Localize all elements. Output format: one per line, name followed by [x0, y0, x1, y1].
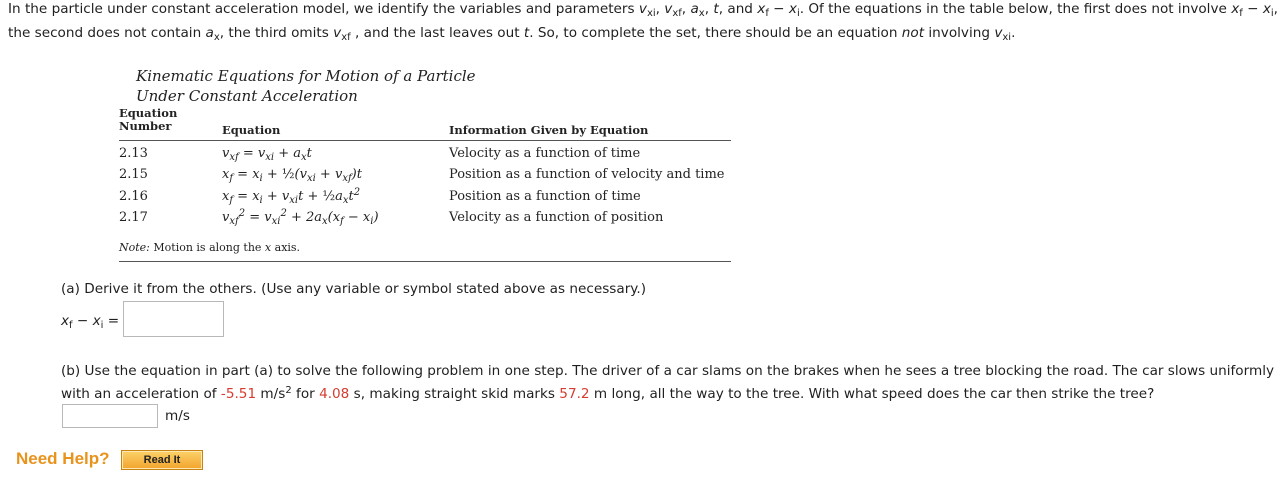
header-equation-number: Equation Number — [119, 106, 178, 133]
part-a-lhs: $x_f - x_i$ = — [61, 313, 120, 331]
part-a-answer-input[interactable] — [123, 301, 224, 337]
row-number: 2.16 — [119, 189, 148, 204]
acceleration-value: -5.51 — [220, 386, 257, 402]
row-info: Velocity as a function of position — [449, 210, 664, 225]
equation-2-13: $v_{xf} = v_{xi} + a_xt$ — [222, 146, 312, 163]
equation-2-16: $x_f = x_i + v_{xi}t$ + $\frac{1}{2}a_xt^2$ — [222, 187, 361, 206]
distance-value: 57.2 — [559, 386, 590, 402]
row-info: Position as a function of velocity and time — [449, 167, 725, 182]
read-it-button[interactable]: Read It — [121, 450, 203, 470]
row-number: 2.17 — [119, 210, 148, 225]
part-b-unit: m/s — [165, 408, 190, 424]
part-b-line-1: (b) Use the equation in part (a) to solve the following problem in one step. The driver of a car slams on the brakes when he sees a tree blocking the road. The car slows uniformly — [61, 363, 1275, 379]
header-rule — [119, 140, 731, 141]
header-info: Information Given by Equation — [449, 123, 649, 137]
part-b-answer-input[interactable] — [62, 404, 158, 428]
part-b-line-2: with an acceleration of -5.51 $m/s^2$ for 4.08 s, making straight skid marks 57.2 m long, all the way to the tree. With what speed does the car then strike the tree? — [61, 385, 1155, 402]
equation-2-15: $x_f = x_i$ + $\frac{1}{2}(v_{xi} + v_{xf})t$ — [222, 167, 362, 184]
table-note: Note: Motion is along the x axis. — [119, 241, 301, 254]
row-number: 2.15 — [119, 167, 148, 182]
footer-rule — [119, 261, 731, 262]
intro-line-1: In the particle under constant acceleration model, we identify the variables and parameters $v_{xi}$, $v_{xf}$, $a_x$, t, and $x_f - x_i$. Of the equations in the table below, the first does not involve $x_f - x_i$, — [8, 1, 1278, 19]
row-number: 2.13 — [119, 146, 148, 161]
need-help-label: Need Help? — [16, 449, 110, 468]
equation-2-17: $v_{xf}^2 = v_{xi}^2 + 2a_x(x_f - x_i)$ — [222, 208, 379, 227]
table-title: Kinematic Equations for Motion of a Particle Under Constant Acceleration — [136, 67, 476, 105]
intro-line-2: the second does not contain $a_x$, the third omits $v_{xf}$ , and the last leaves out t. So, to complete the set, there should be an equation not involving $v_{xi}$. — [8, 25, 1016, 43]
time-value: 4.08 — [319, 386, 350, 402]
part-a-prompt: (a) Derive it from the others. (Use any variable or symbol stated above as necessary.) — [61, 281, 647, 297]
row-info: Velocity as a function of time — [449, 146, 641, 161]
row-info: Position as a function of time — [449, 189, 641, 204]
header-equation: Equation — [222, 123, 281, 137]
